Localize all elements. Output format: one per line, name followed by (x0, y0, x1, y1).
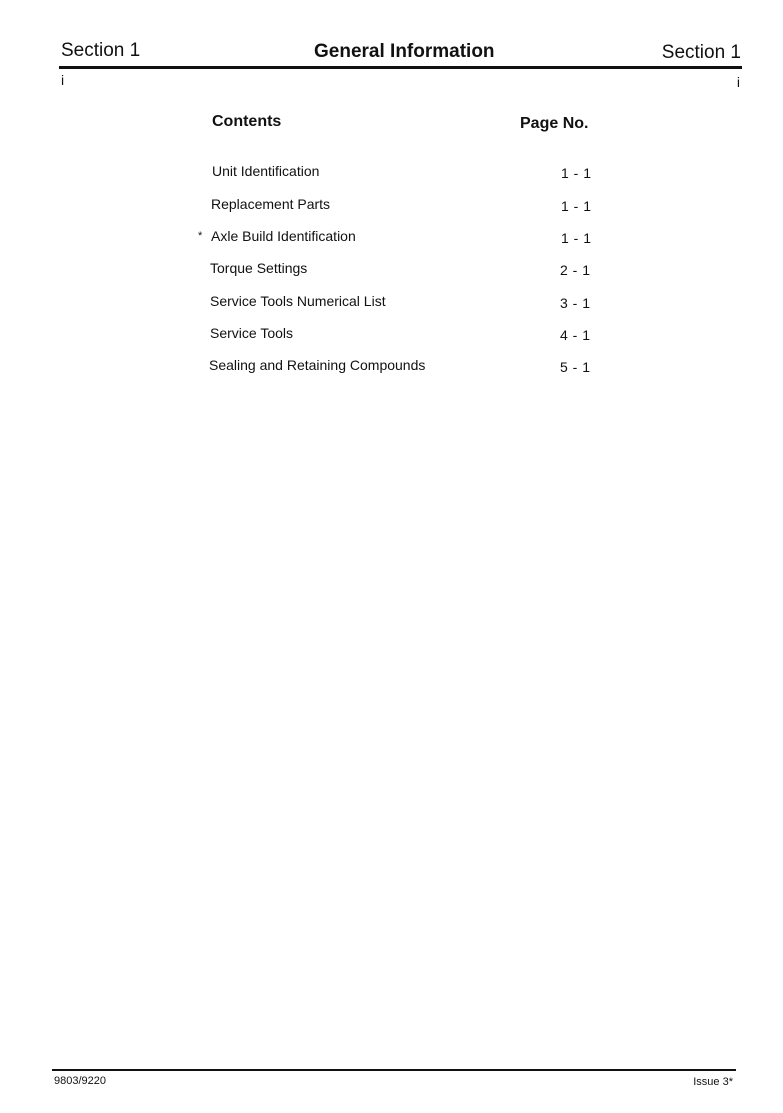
contents-page: 3 - 1 (560, 295, 591, 311)
contents-title: Unit Identification (212, 163, 320, 179)
contents-heading: Contents (212, 113, 282, 130)
contents-title: Replacement Parts (211, 196, 331, 212)
header-section-left: Section 1 (61, 40, 141, 61)
contents-title: Sealing and Retaining Compounds (209, 357, 426, 373)
contents-page: 4 - 1 (560, 327, 591, 343)
contents-page: 1 - 1 (561, 230, 592, 246)
contents-page: 2 - 1 (560, 262, 591, 278)
contents-page: 5 - 1 (560, 359, 591, 375)
footer-doc-number: 9803/9220 (54, 1075, 106, 1087)
contents-title: Service Tools (210, 325, 294, 341)
contents-page: 1 - 1 (561, 198, 592, 214)
header-title: General Information (314, 41, 495, 62)
footer-rule (52, 1069, 736, 1071)
header-rule (59, 66, 742, 69)
contents-page: 1 - 1 (561, 165, 592, 181)
revision-marker: * (198, 230, 203, 242)
header-section-right: Section 1 (661, 42, 741, 63)
page-no-heading: Page No. (520, 115, 589, 132)
contents-title: Torque Settings (210, 260, 308, 276)
footer-issue: Issue 3* (693, 1076, 733, 1088)
contents-title: Axle Build Identification (211, 228, 356, 244)
contents-title: Service Tools Numerical List (210, 293, 386, 309)
page-number-right: i (736, 74, 740, 90)
page-number-left: i (61, 72, 65, 88)
